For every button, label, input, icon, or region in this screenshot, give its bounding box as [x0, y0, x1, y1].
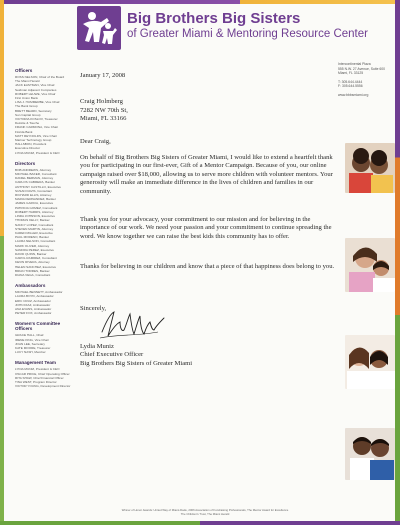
- sidebar-list-item: GRACE HALL, Chair: [15, 333, 44, 338]
- sidebar-list-item: ROSS NELSON, Chair of the Board: [15, 75, 65, 79]
- sidebar-list-item: RICHARD ELLIS, Attorney: [15, 193, 52, 198]
- sidebar-list-item: Mariner Technology Group: [15, 138, 52, 143]
- recipient-address: [80, 98, 128, 124]
- sidebar-list-item: CAROL RAMIREZ, Consultant: [15, 256, 57, 261]
- sidebar-list-item: TINA WEST, Program Director: [15, 379, 57, 384]
- sidebar-heading: Women's Committee Officers: [15, 321, 61, 332]
- sidebar-list-item: PATRICIA GOMEZ, Consultant: [15, 205, 58, 210]
- board-sidebar: [15, 68, 77, 388]
- photo-children-2: [345, 238, 395, 292]
- sidebar-heading: Officers: [15, 68, 33, 73]
- sidebar-list-item: BRIAN TORRES, Banker: [15, 268, 50, 273]
- sidebar-list-item: FRANK CARMONA, Vice Chair: [15, 125, 59, 130]
- salutation: Dear Craig,: [80, 138, 111, 145]
- left-border-bar: [0, 0, 4, 525]
- recipient-line: Craig Holmberg: [80, 98, 123, 105]
- sidebar-list-item: The Miami Herald: [15, 79, 40, 84]
- sidebar-list-item: KATE MOORE, Treasurer: [15, 345, 51, 350]
- sidebar-heading: Management Team: [15, 360, 57, 366]
- sidebar-heading: Ambassadors: [15, 283, 46, 289]
- sidebar-list-item: THOMAS KELLY, Banker: [15, 218, 50, 223]
- recipient-line: Miami, FL 33166: [80, 115, 127, 123]
- signer-block: [80, 343, 192, 368]
- right-border-bar: [395, 0, 400, 525]
- sidebar-list-item: MARK OLIVER, Attorney: [15, 243, 50, 248]
- sidebar-list-item: BOB ANDREWS, Attorney: [15, 167, 52, 172]
- body-paragraph-2: Thank you for your advocacy, your commitment to our mission and for believing in the importance of our work. We need your passion and your commitment to continue spreading the word. We know together we can raise the best kids this community has to offer.: [80, 216, 332, 240]
- sidebar-list-item: PETER FOX, Ambassador: [15, 311, 52, 316]
- sidebar-list-item: The Bank Group: [15, 104, 38, 109]
- sidebar-list-item: MICHAEL BAKER, Consultant: [15, 172, 57, 177]
- sidebar-list-item: NANCY LOPEZ, Consultant: [15, 222, 54, 227]
- signer-name: Lydia Muniz: [80, 343, 114, 350]
- sidebar-list-item: KAREN MILLER, Executive: [15, 230, 53, 235]
- address-line: Intercontinental Plaza: [338, 62, 371, 66]
- sidebar-list-item: PAUL MORENO, Banker: [15, 235, 50, 240]
- sidebar-list-item: JAMES GARCIA, Executive: [15, 201, 54, 206]
- sidebar-list-item: ANTHONY CASTILLO, Executive: [15, 184, 62, 189]
- footer-note: [60, 509, 350, 516]
- sidebar-list-item: Sun Capital Group: [15, 112, 41, 117]
- recipient-line: 7282 NW 70th St,: [80, 106, 128, 114]
- sidebar-list-item: VICTORIA KOSLOV, Treasurer: [15, 117, 58, 122]
- letter-date: January 17, 2008: [80, 72, 126, 79]
- sidebar-list-item: LISA J. HUMMERBE, Vice Chair: [15, 100, 60, 105]
- sidebar-list-item: STEVEN MARTIN, Attorney: [15, 226, 54, 231]
- footer-line: The Children's Trust, The Miami Herald: [180, 511, 230, 516]
- photo-children-4: [345, 428, 395, 480]
- sidebar-list-item: MICHAEL BENNETT, Ambassador: [15, 290, 63, 295]
- photo-children-3: [345, 335, 395, 389]
- top-border-bar: [0, 0, 400, 4]
- closing: Sincerely,: [80, 305, 107, 312]
- sidebar-list-item: MATT REYNOLDS, Vice Chair: [15, 133, 57, 138]
- sidebar-list-item: LAURA BOYD, Ambassador: [15, 294, 54, 299]
- footer-line: Winner of Honor Awards: United Way of Miami-Dade, 2006 Association of Fundraising Professionals, The Mentor Award for Excellence: [121, 508, 289, 512]
- org-subtitle: of Greater Miami & Mentoring Resource Center: [127, 28, 368, 40]
- sidebar-list-item: OSCAR PRICE, Chief Operating Officer: [15, 371, 70, 376]
- photo-children-1: [345, 143, 395, 193]
- bottom-border-bar: [0, 521, 400, 525]
- bbbs-logo-icon: [77, 6, 121, 50]
- sidebar-list-item: MARIA FERNANDEZ, Banker: [15, 197, 56, 202]
- address-line: 555 N.W. 27 Avenue, Suite 600: [338, 66, 386, 71]
- sidebar-list-item: LYDIA MUNIZ, President & CEO: [15, 150, 60, 155]
- sidebar-list-item: JACK EASTMAN, Vice Chair: [15, 83, 55, 88]
- address-phone: T: 305.644.4444: [338, 79, 363, 84]
- org-name: Big Brothers Big Sisters: [127, 10, 301, 27]
- sidebar-list-item: SUSAN DAVIS, Consultant: [15, 188, 53, 193]
- sidebar-list-item: RITA SHAW, Chief Financial Officer: [15, 375, 64, 380]
- sidebar-list-item: LINDA JOHNSON, Executive: [15, 214, 56, 219]
- handwritten-signature: [98, 304, 168, 344]
- sidebar-list-item: LYDIA MUNIZ, President & CEO: [15, 367, 60, 372]
- body-paragraph-3: Thanks for believing in our children and know that a piece of that happiness does belong to you.: [80, 263, 335, 270]
- address-line: Miami, FL 33125: [338, 71, 364, 76]
- sidebar-list-item: ANA EVANS, Ambassador: [15, 306, 52, 311]
- sidebar-list-item: KEVIN RIVERA, Attorney: [15, 260, 50, 265]
- sidebar-list-item: DANIEL BERMAN, Attorney: [15, 176, 54, 181]
- sidebar-list-item: IRENE KING, Vice Chair: [15, 337, 49, 342]
- address-block: [338, 62, 394, 98]
- sidebar-list-item: Florida Bank: [15, 129, 33, 134]
- address-web: www.bbbsmiami.org: [338, 92, 369, 97]
- sidebar-list-item: Seidman Adjacent Companies: [15, 87, 57, 92]
- sidebar-list-item: JOAN LEE, Secretary: [15, 341, 45, 346]
- sidebar-list-item: LUCY NASH, Member: [15, 350, 46, 355]
- address-fax: F: 305.644.5556: [338, 84, 363, 89]
- sidebar-list-item: SANDRA PEREZ, Executive: [15, 247, 55, 252]
- sidebar-list-item: DAVID QUINN, Banker: [15, 251, 47, 256]
- sidebar-list-item: Executive Director: [15, 146, 41, 151]
- sidebar-list-item: HELEN SANCHEZ, Executive: [15, 264, 57, 269]
- body-paragraph-1: On behalf of Big Brothers Big Sisters of Greater Miami, I would like to extend a heartfelt thank you for participating in our first-ever, Gift of a Mentor Campaign. Because of you, our online campaign raised over $18,000, allowing us to serve more children with volunteer mentors. Your generosity will make an immediate difference in the lives of children and families in our community.: [80, 154, 333, 195]
- signer-title: Chief Executive Officer: [80, 351, 144, 359]
- sidebar-list-item: JOHN DIAZ, Ambassador: [15, 302, 51, 307]
- sidebar-heading: Directors: [15, 160, 36, 166]
- sidebar-list-item: BRETT BEARD, Secretary: [15, 108, 52, 113]
- sidebar-list-item: VICTOR YOUNG, Development Director: [15, 384, 71, 389]
- sidebar-list-item: ROBERT HARRIS, Attorney: [15, 209, 54, 214]
- sidebar-list-item: ERIC CRUZ, Ambassador: [15, 298, 51, 303]
- sidebar-list-item: LAURA NELSON, Consultant: [15, 239, 56, 244]
- sidebar-list-item: Deloitte & Touche: [15, 121, 40, 126]
- sidebar-list-item: HALLSBON, President: [15, 142, 47, 147]
- signer-org: Big Brothers Big Sisters of Greater Miami: [80, 359, 193, 367]
- sidebar-list-item: First Union Bank: [15, 96, 38, 101]
- sidebar-list-item: DIANA VEGA, Consultant: [15, 272, 51, 277]
- sidebar-list-item: CARLOS CABRERA, Banker: [15, 180, 56, 185]
- sidebar-list-item: ROBERT LEUWE, Vice Chair: [15, 91, 56, 96]
